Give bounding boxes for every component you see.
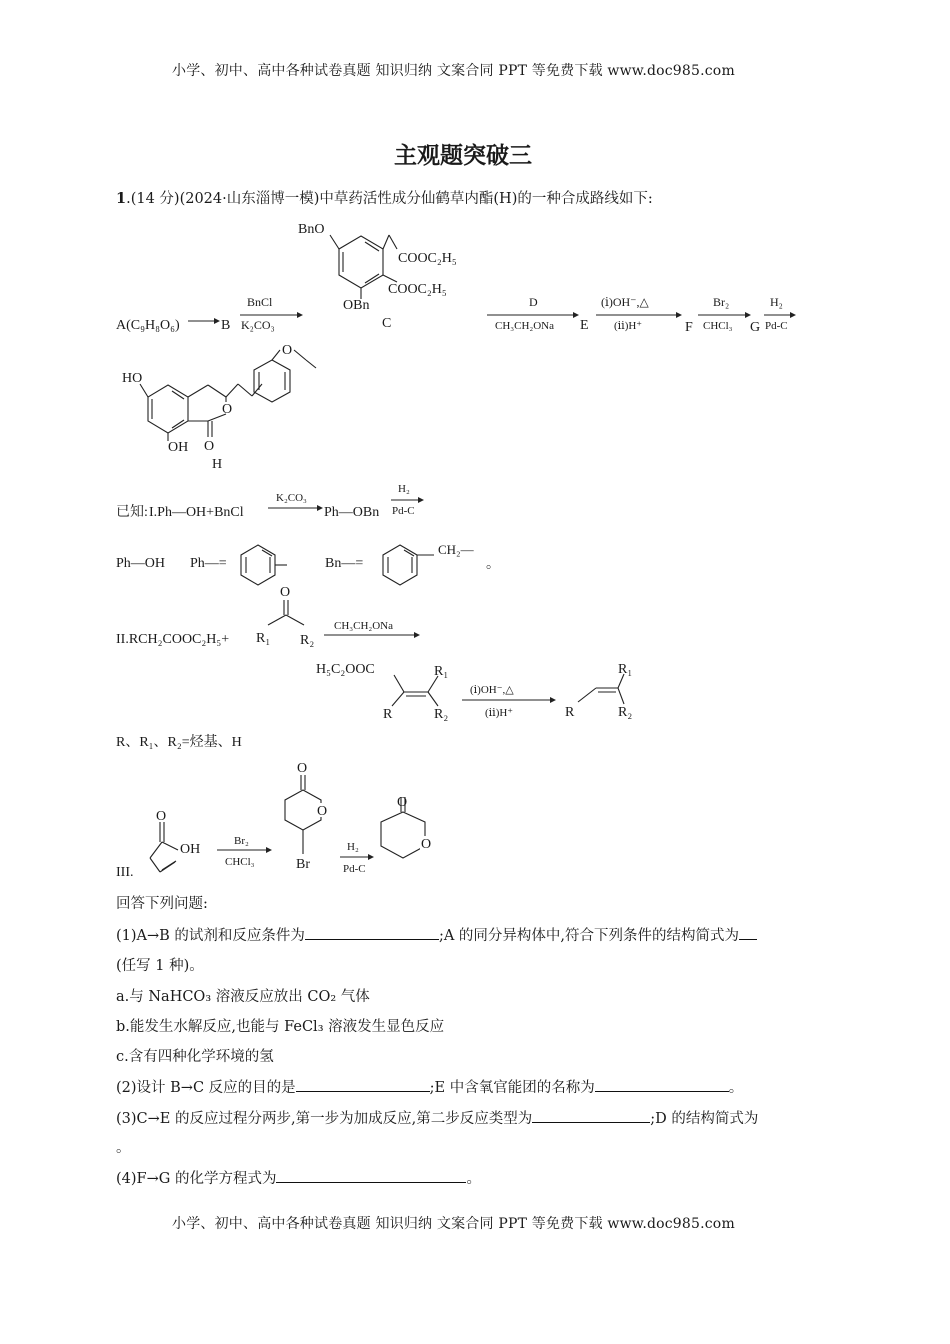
question-1-line xyxy=(116,924,757,945)
known-ii-left: II.RCH₂COOC₂H₅+ xyxy=(116,632,230,647)
condition-c: c.含有四种化学环境的氢 xyxy=(116,1049,274,1065)
arrow-ab-bottom: K₂CO₃ xyxy=(241,318,275,332)
alkene-product-drawing xyxy=(578,674,624,704)
h-ho: HO xyxy=(122,371,143,386)
ch2-label: CH₂— xyxy=(438,542,474,557)
iii-arrow2-bottom: Pd-C xyxy=(343,863,366,875)
iii-arrow2-top: H₂ xyxy=(347,841,359,853)
compound-h-structure xyxy=(140,350,316,441)
compound-b-label: B xyxy=(221,318,231,333)
iii-br: Br xyxy=(296,857,310,872)
q1-blank-2[interactable] xyxy=(739,925,757,940)
synthesis-route-row xyxy=(0,0,950,480)
arrow-ce-bottom: CH₃CH₂ONa xyxy=(495,320,555,332)
page-title: 主观题突破三 xyxy=(394,143,532,169)
ii-arrow2-top: (ⅰ)OH⁻,△ xyxy=(470,684,514,696)
ketone-drawing xyxy=(268,600,304,625)
q2-text-c: 。 xyxy=(728,1080,744,1096)
h-o-ring: O xyxy=(222,402,233,417)
ii-r1b: R₁ xyxy=(434,664,449,679)
arrow-ab-top: BnCl xyxy=(247,295,273,309)
condition-a: a.与 NaHCO₃ 溶液反应放出 CO₂ 气体 xyxy=(116,989,370,1005)
known-i-arrow2-top: H₂ xyxy=(398,483,410,495)
ii-o: O xyxy=(280,585,291,600)
known-i-left: I.Ph—OH+BnCl xyxy=(149,505,244,520)
arrow-ef-top: (ⅰ)OH⁻,△ xyxy=(601,295,649,309)
q3-text-c: 。 xyxy=(116,1140,131,1156)
compound-a-label: A(C₉H₈O₆) xyxy=(116,318,180,333)
iii-label: III. xyxy=(116,865,134,880)
iii-oh: OH xyxy=(180,842,201,857)
compound-h-label: H xyxy=(212,457,223,472)
iii-prod-o-ring: O xyxy=(421,837,432,852)
known-i-arrow2-bottom: Pd-C xyxy=(392,505,415,517)
ii-prod-r1: R₁ xyxy=(618,662,633,677)
condition-b: b.能发生水解反应,也能与 FeCl₃ 溶液发生显色反应 xyxy=(116,1019,445,1035)
compound-g-label: G xyxy=(750,320,761,335)
alkene-drawing xyxy=(392,675,438,706)
compound-e-label: E xyxy=(580,318,589,333)
known-period: 。 xyxy=(486,557,500,572)
q3-blank-1[interactable] xyxy=(532,1108,650,1123)
q1-text-b: ;A 的同分异构体中,符合下列条件的结构简式为 xyxy=(438,928,740,944)
c-ester-2: COOC₂H₅ xyxy=(388,282,447,297)
question-number: 1 xyxy=(116,190,127,207)
question-2-line xyxy=(116,1076,743,1097)
known-i-arrow1-top: K₂CO₃ xyxy=(276,492,307,504)
q2-text-b: ;E 中含氧官能团的名称为 xyxy=(429,1080,595,1096)
bn-def: Bn—= xyxy=(325,556,364,571)
q2-text-a: (2)设计 B→C 反应的目的是 xyxy=(116,1080,296,1096)
h-o-methoxy: O xyxy=(282,343,293,358)
page-header: 小学、初中、高中各种试卷真题 知识归纳 文案合同 PPT 等免费下载 www.doc985.com xyxy=(172,63,735,79)
iii-o-ring: O xyxy=(317,804,328,819)
benzyl-ring-drawing xyxy=(383,545,434,585)
arrow-gh-top: H₂ xyxy=(770,295,783,309)
page-footer: 小学、初中、高中各种试卷真题 知识归纳 文案合同 PPT 等免费下载 www.doc985.com xyxy=(172,1216,735,1232)
h-o-carbonyl: O xyxy=(204,439,215,454)
iii-o: O xyxy=(156,809,167,824)
ii-r2: R₂ xyxy=(300,633,315,648)
bromolactone-drawing xyxy=(285,775,321,854)
q4-blank-1[interactable] xyxy=(276,1168,466,1183)
ii-arrow-top: CH₃CH₂ONa xyxy=(334,620,394,632)
arrow-fg-top: Br₂ xyxy=(713,295,730,309)
c-ester-1: COOC₂H₅ xyxy=(398,251,457,266)
phenyl-ring-drawing xyxy=(241,545,287,585)
compound-c-structure xyxy=(330,235,397,299)
ii-r1: R₁ xyxy=(256,631,271,646)
ii-prod-r: R xyxy=(565,705,575,720)
q3-text-b: ;D 的结构简式为 xyxy=(650,1111,759,1127)
c-obn: OBn xyxy=(343,298,370,313)
q1-text-c: (任写 1 种)。 xyxy=(116,958,204,974)
ii-r2b: R₂ xyxy=(434,707,449,722)
q1-blank-1[interactable] xyxy=(305,925,439,940)
q2-blank-2[interactable] xyxy=(595,1077,729,1092)
question-3-period-line xyxy=(116,1136,131,1157)
compound-f-label: F xyxy=(685,320,693,335)
q4-text-a: (4)F→G 的化学方程式为 xyxy=(116,1171,277,1187)
arrow-fg-bottom: CHCl₃ xyxy=(703,320,733,332)
q2-blank-1[interactable] xyxy=(296,1077,430,1092)
question-stem-text: .(14 分)(2024·山东淄博一模)中草药活性成分仙鹤草内酯(H)的一种合成路线如下: xyxy=(126,191,653,207)
compound-c-label: C xyxy=(382,316,392,331)
ii-r: R xyxy=(383,707,393,722)
known-info-graphics xyxy=(0,470,950,910)
ii-prod-r2: R₂ xyxy=(618,705,633,720)
h-oh: OH xyxy=(168,440,189,455)
arrow-ce-top: D xyxy=(529,295,538,309)
q1-text-a: (1)A→B 的试剂和反应条件为 xyxy=(116,928,305,944)
ph-def: Ph—= xyxy=(190,556,227,571)
ii-arrow2-bottom: (ⅱ)H⁺ xyxy=(485,707,514,719)
arrow-ef-bottom: (ⅱ)H⁺ xyxy=(614,320,643,332)
iii-arrow1-bottom: CHCl₃ xyxy=(225,856,255,868)
r-note: R、R₁、R₂=烃基、H xyxy=(116,735,242,750)
questions-intro: 回答下列问题: xyxy=(116,896,208,912)
q4-text-b: 。 xyxy=(466,1171,481,1187)
ph-oh: Ph—OH xyxy=(116,556,166,571)
q3-text-a: (3)C→E 的反应过程分两步,第一步为加成反应,第二步反应类型为 xyxy=(116,1111,533,1127)
known-intro: 已知: xyxy=(116,505,148,520)
question-4-line xyxy=(116,1167,481,1188)
iii-arrow1-top: Br₂ xyxy=(234,835,249,847)
iii-o-top: O xyxy=(297,761,308,776)
iii-prod-o-top: O xyxy=(397,795,408,810)
arrow-gh-bottom: Pd-C xyxy=(765,320,788,332)
c-bno: BnO xyxy=(298,222,325,237)
pentenoic-acid-drawing xyxy=(150,822,178,872)
ii-mid-ester: H₅C₂OOC xyxy=(316,662,375,677)
known-i-right: Ph—OBn xyxy=(324,505,380,520)
question-3-line xyxy=(116,1107,758,1128)
